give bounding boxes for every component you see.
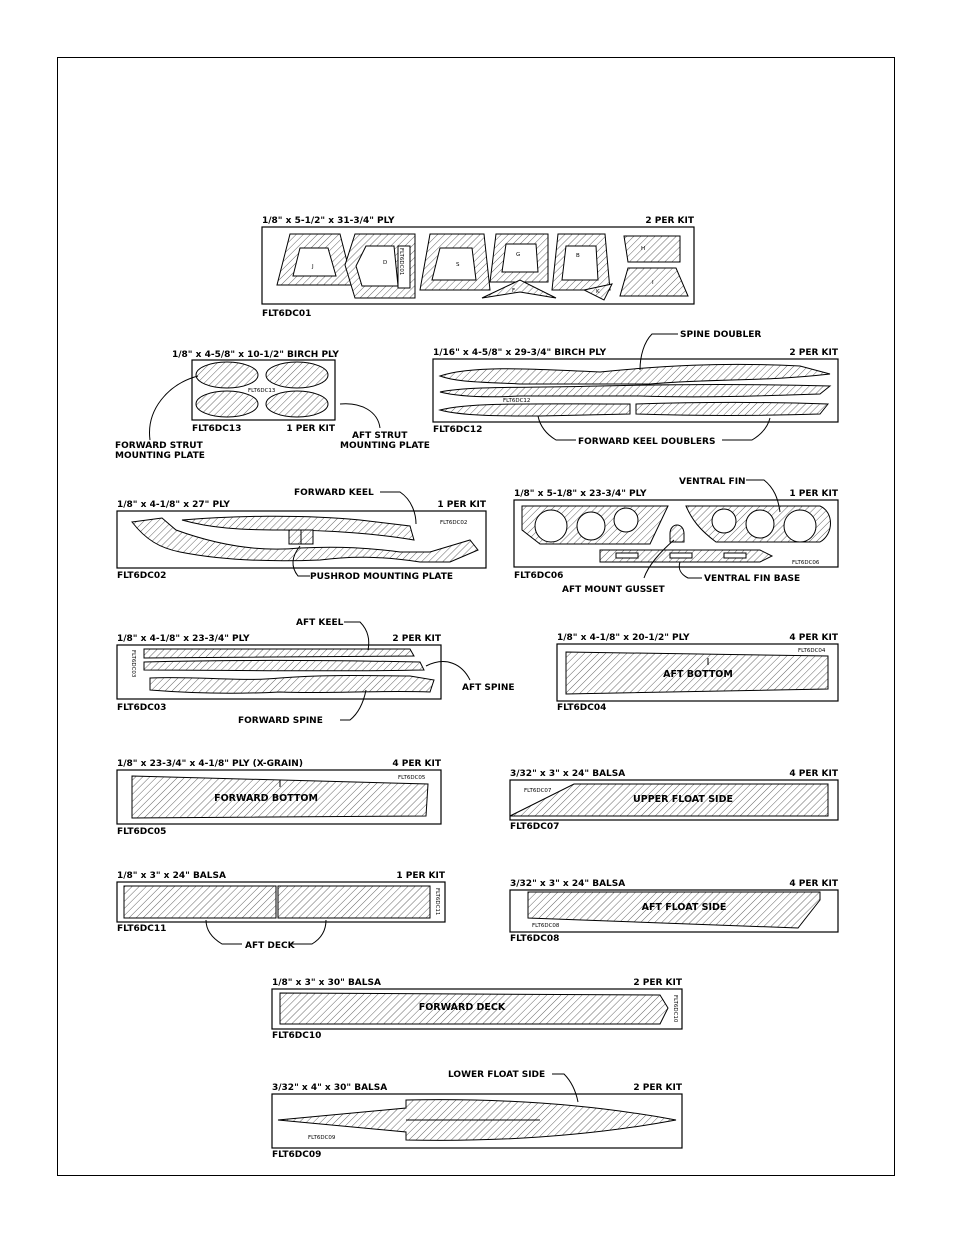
part-label: FORWARD BOTTOM: [214, 793, 318, 804]
part-letter: J: [312, 264, 314, 270]
lightening-hole: [784, 510, 816, 542]
sheet-qty: 4 PER KIT: [789, 879, 838, 889]
forward-keel-doubler: [440, 404, 630, 416]
sheet-material: 1/8" x 4-5/8" x 10-1/2" BIRCH PLY: [172, 350, 339, 360]
part-label: UPPER FLOAT SIDE: [633, 794, 733, 805]
sheet-qty: 1 PER KIT: [396, 871, 445, 881]
aft-keel: [144, 649, 414, 658]
leader-line: [150, 376, 198, 440]
aft-mount-gusset: [670, 525, 684, 542]
sheet-flt6dc06: [514, 477, 839, 595]
part-stamp: FLT6DC05: [398, 775, 426, 781]
sheet-flt6dc05: [117, 759, 442, 837]
sheet-code: FLT6DC05: [117, 827, 167, 837]
sheet-code: FLT6DC03: [117, 703, 167, 713]
sheet-material: 1/8" x 4-1/8" x 23-3/4" PLY: [117, 634, 250, 644]
slot: [724, 553, 746, 558]
forward-strut-plate: [196, 391, 258, 417]
part-stamp: FLT6DC11: [434, 888, 440, 916]
callout-label: SPINE DOUBLER: [680, 330, 762, 340]
lightening-hole: [746, 510, 774, 538]
lightening-hole: [614, 508, 638, 532]
sheet-material: 1/8" x 3" x 30" BALSA: [272, 978, 381, 988]
former-hole: [502, 244, 538, 272]
slot: [670, 553, 692, 558]
slot: [616, 553, 638, 558]
sheet-flt6dc07: [510, 769, 839, 832]
forward-strut-plate: [196, 362, 258, 388]
sheet-code: FLT6DC09: [272, 1150, 322, 1160]
part-stamp: FLT6DC02: [440, 520, 468, 526]
former-hole: [432, 248, 476, 280]
aft-strut-plate: [266, 362, 328, 388]
part-i: [620, 268, 688, 296]
sheet-qty: 4 PER KIT: [392, 759, 441, 769]
callout-label: VENTRAL FIN: [679, 477, 746, 487]
former-hole: [562, 246, 598, 280]
sheet-qty: 4 PER KIT: [789, 633, 838, 643]
sheet-flt6dc12: [433, 330, 839, 447]
sheet-code: FLT6DC06: [514, 571, 564, 581]
part-stamp: FLT6DC10: [672, 995, 678, 1023]
sheet-qty: 2 PER KIT: [645, 216, 694, 226]
leader-line: [290, 920, 326, 944]
forward-spine: [150, 676, 434, 694]
part-stamp: FLT6DC03: [130, 650, 136, 678]
sheet-material: 1/16" x 4-5/8" x 29-3/4" BIRCH PLY: [433, 348, 607, 358]
part-stamp: FLT6DC09: [308, 1135, 336, 1141]
callout-label: AFT KEEL: [296, 618, 344, 628]
part-letter: H: [641, 246, 646, 252]
sheet-code: FLT6DC02: [117, 571, 167, 581]
sheet-code: FLT6DC11: [117, 924, 167, 934]
aft-strut-plate: [266, 391, 328, 417]
part-stamp: FLT6DC04: [798, 648, 826, 654]
sheet-qty: 2 PER KIT: [633, 1083, 682, 1093]
leader-line: [340, 404, 380, 428]
sheet-material: 1/8" x 5-1/2" x 31-3/4" PLY: [262, 216, 395, 226]
callout-label: MOUNTING PLATE: [340, 441, 430, 451]
callout-label: MOUNTING PLATE: [115, 451, 205, 461]
part-stamp: FLT6DC01: [398, 248, 404, 276]
sheet-qty: 2 PER KIT: [392, 634, 441, 644]
callout-label: FORWARD STRUT: [115, 441, 203, 451]
sheet-flt6dc04: [557, 633, 839, 713]
sheet-code: FLT6DC01: [262, 309, 312, 319]
part-stamp: FLT6DC13: [248, 388, 276, 394]
callout-label: PUSHROD MOUNTING PLATE: [310, 572, 453, 582]
part-letter: K: [596, 289, 600, 295]
sheet-material: 1/8" x 23-3/4" x 4-1/8" PLY (X-GRAIN): [117, 759, 303, 769]
sheet-qty: 1 PER KIT: [789, 489, 838, 499]
callout-label: VENTRAL FIN BASE: [704, 574, 801, 584]
sheet-flt6dc02: [117, 488, 487, 582]
sheet-material: 1/8" x 4-1/8" x 27" PLY: [117, 500, 230, 510]
sheet-qty: 1 PER KIT: [437, 500, 486, 510]
part-stamp: FLT6DC07: [524, 788, 552, 794]
sheet-code: FLT6DC04: [557, 703, 607, 713]
part-letter: S: [456, 262, 460, 268]
sheet-material: 1/8" x 5-1/8" x 23-3/4" PLY: [514, 489, 647, 499]
part-stamp: FLT6DC12: [503, 398, 531, 404]
sheet-code: FLT6DC13: [192, 424, 242, 434]
sheet-flt6dc01: [262, 216, 695, 319]
sheet-qty: 1 PER KIT: [286, 424, 335, 434]
part-label: AFT FLOAT SIDE: [641, 902, 727, 913]
sheet-material: 1/8" x 3" x 24" BALSA: [117, 871, 226, 881]
sheet-flt6dc13: [115, 350, 430, 461]
sheet-material: 3/32" x 4" x 30" BALSA: [272, 1083, 388, 1093]
sheet-material: 3/32" x 3" x 24" BALSA: [510, 879, 626, 889]
lightening-hole: [577, 512, 605, 540]
part-stamp: FLT6DC08: [532, 923, 560, 929]
sheet-qty: 2 PER KIT: [633, 978, 682, 988]
lightening-hole: [535, 510, 567, 542]
part-letter: B: [576, 253, 580, 259]
sheet-flt6dc11: [117, 871, 446, 951]
callout-label: LOWER FLOAT SIDE: [448, 1070, 546, 1080]
lightening-hole: [712, 509, 736, 533]
callout-label: FORWARD KEEL DOUBLERS: [578, 437, 716, 447]
sheet-code: FLT6DC10: [272, 1031, 322, 1041]
sheet-qty: 2 PER KIT: [789, 348, 838, 358]
part-stamp: FLT6DC06: [792, 560, 820, 566]
sheet-flt6dc09: [272, 1070, 683, 1160]
part-label: FORWARD DECK: [418, 1002, 506, 1013]
sheet-code: FLT6DC07: [510, 822, 560, 832]
sheet-flt6dc08: [510, 879, 839, 944]
aft-deck: [124, 886, 276, 918]
callout-label: AFT STRUT: [352, 431, 408, 441]
callout-label: AFT SPINE: [462, 683, 515, 693]
sheet-material: 1/8" x 4-1/8" x 20-1/2" PLY: [557, 633, 690, 643]
aft-spine: [144, 661, 424, 671]
part-label: AFT BOTTOM: [663, 669, 733, 680]
callout-label: AFT DECK: [245, 941, 295, 951]
part-letter: G: [516, 252, 521, 258]
sheet-flt6dc10: [272, 978, 683, 1041]
leader-line: [206, 920, 242, 944]
sheet-material: 3/32" x 3" x 24" BALSA: [510, 769, 626, 779]
part-letter: D: [383, 260, 388, 266]
sheet-code: FLT6DC12: [433, 425, 483, 435]
part-letter: I: [652, 280, 654, 286]
part-h: [624, 236, 680, 262]
sheet-qty: 4 PER KIT: [789, 769, 838, 779]
part-letter: F: [512, 288, 516, 294]
callout-label: FORWARD KEEL: [294, 488, 374, 498]
forward-keel-doubler: [636, 403, 828, 416]
sheet-code: FLT6DC08: [510, 934, 560, 944]
callout-label: FORWARD SPINE: [238, 716, 323, 726]
sheet-flt6dc03: [117, 618, 515, 726]
aft-deck: [278, 886, 430, 918]
former-hole: [293, 248, 336, 276]
callout-label: AFT MOUNT GUSSET: [562, 585, 665, 595]
